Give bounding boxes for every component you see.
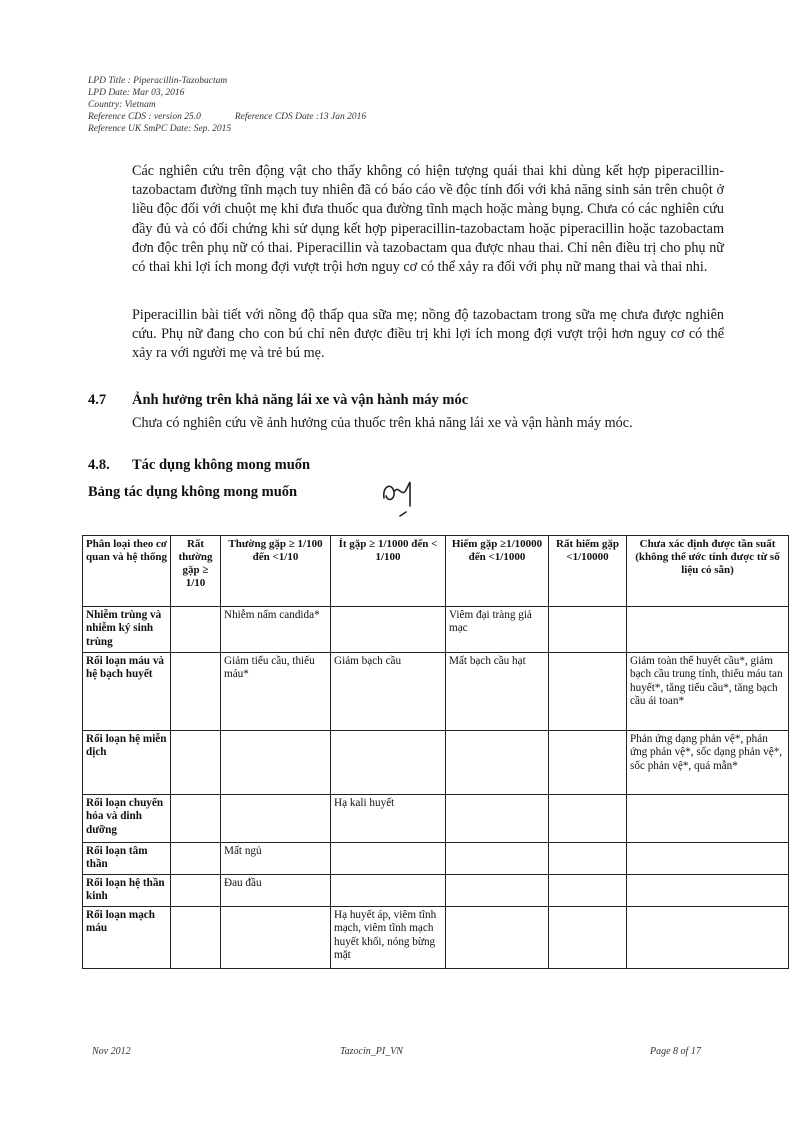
header-very-common: Rất thường gặp ≥ 1/10 (171, 536, 221, 607)
table-row (83, 607, 789, 653)
table-cell (331, 607, 446, 653)
table-cell (171, 731, 221, 795)
table-cell (549, 607, 627, 653)
table-cell: Mất ngủ (221, 843, 331, 875)
table-cell: Mất bạch cầu hạt (446, 653, 549, 731)
table-cell (446, 875, 549, 907)
footer-page-number: Page 8 of 17 (650, 1046, 701, 1057)
table-cell: Đau đầu (221, 875, 331, 907)
table-cell (446, 907, 549, 969)
table-cell (446, 731, 549, 795)
table-cell (549, 875, 627, 907)
section-number: 4.7 (88, 392, 107, 408)
table-cell (221, 731, 331, 795)
table-row (83, 795, 789, 843)
table-row (83, 653, 789, 731)
document-header (88, 75, 366, 135)
table-cell: Hạ huyết áp, viêm tĩnh mạch, viêm tĩnh mạch huyết khối, nóng bừng mặt (331, 907, 446, 969)
table-row (83, 731, 789, 795)
table-cell (171, 653, 221, 731)
table-caption: Bảng tác dụng không mong muốn (88, 484, 298, 500)
table-cell (549, 795, 627, 843)
table-header-row (83, 536, 789, 607)
table-cell: Nhiễm nấm candida* (221, 607, 331, 653)
table-cell (549, 731, 627, 795)
table-cell (627, 875, 789, 907)
header-common: Thường gặp ≥ 1/100 đến <1/10 (221, 536, 331, 607)
header-rare: Hiếm gặp ≥1/10000 đến <1/1000 (446, 536, 549, 607)
lactation-paragraph: Piperacillin bài tiết với nồng độ thấp qua sữa mẹ; nồng độ tazobactam trong sữa mẹ chưa được nghiên cứu. Phụ nữ đang cho con bú chỉ nên được điều trị khi lợi ích mong đợi vượt trội hơn nguy cơ có thể xảy ra với người mẹ và trẻ bú mẹ. (132, 307, 724, 362)
organ-class-cell: Nhiễm trùng và nhiễm ký sinh trùng (83, 607, 171, 653)
header-organ-class: Phân loại theo cơ quan và hệ thống (83, 536, 171, 607)
section-number: 4.8. (88, 457, 110, 473)
table-cell (627, 795, 789, 843)
header-unknown-frequency: Chưa xác định được tần suất (không thể ước tính được từ số liệu có sẵn) (627, 536, 789, 607)
table-row (83, 843, 789, 875)
table-cell: Giảm toàn thể huyết cầu*, giảm bạch cầu trung tính, thiếu máu tan huyết*, tăng tiểu cầu*, tăng bạch cầu ái toan* (627, 653, 789, 731)
driving-paragraph: Chưa có nghiên cứu về ảnh hưởng của thuốc trên khả năng lái xe và vận hành máy móc. (132, 415, 633, 431)
organ-class-cell: Rối loạn máu và hệ bạch huyết (83, 653, 171, 731)
table-cell: Giảm tiểu cầu, thiếu máu* (221, 653, 331, 731)
organ-class-cell: Rối loạn tâm thần (83, 843, 171, 875)
table-row (83, 875, 789, 907)
table-cell: Phản ứng dạng phản vệ*, phản ứng phản vệ*, sốc dạng phản vệ*, sốc phản vệ*, quá mẫn* (627, 731, 789, 795)
table-cell (331, 875, 446, 907)
table-cell: Viêm đại tràng giả mạc (446, 607, 549, 653)
table-cell (171, 875, 221, 907)
table-cell (171, 607, 221, 653)
organ-class-cell: Rối loạn hệ miễn dịch (83, 731, 171, 795)
table-cell (331, 731, 446, 795)
table-cell (627, 607, 789, 653)
handwritten-mark-icon (378, 476, 428, 521)
table-cell (171, 795, 221, 843)
reference-cds-date: Reference CDS Date :13 Jan 2016 (234, 112, 367, 122)
table-cell (171, 843, 221, 875)
footer-date: Nov 2012 (92, 1046, 131, 1057)
reference-cds: Reference CDS : version 25.0 (88, 112, 201, 122)
section-4-7-heading (88, 392, 468, 409)
table-cell: Giảm bạch cầu (331, 653, 446, 731)
section-title: Tác dụng không mong muốn (132, 457, 311, 473)
table-cell (446, 843, 549, 875)
table-cell (221, 795, 331, 843)
lpd-date: LPD Date: Mar 03, 2016 (88, 88, 185, 98)
table-cell (221, 907, 331, 969)
table-cell (549, 653, 627, 731)
organ-class-cell: Rối loạn mạch máu (83, 907, 171, 969)
table-cell (331, 843, 446, 875)
table-cell (549, 843, 627, 875)
organ-class-cell: Rối loạn hệ thần kinh (83, 875, 171, 907)
country: Country: Vietnam (88, 100, 156, 110)
section-title: Ảnh hưởng trên khả năng lái xe và vận hành máy móc (132, 392, 469, 408)
table-row (83, 907, 789, 969)
table-cell (549, 907, 627, 969)
table-cell (446, 795, 549, 843)
pregnancy-paragraph: Các nghiên cứu trên động vật cho thấy không có hiện tượng quái thai khi dùng kết hợp piperacillin-tazobactam đường tĩnh mạch tuy nhiên đã có báo cáo về độc tính đối với khả năng sinh sản trên chuột ở liều độc đối với chuột mẹ khi đưa thuốc qua đường tĩnh mạch hoặc màng bụng. Chưa có các nghiên cứu đầy đủ và có đối chứng khi sử dụng kết hợp piperacillin-tazobactam hoặc piperacillin hoặc tazobactam đơn độc trên phụ nữ có thai. Piperacillin và tazobactam qua được nhau thai. Chỉ nên điều trị cho phụ nữ có thai khi lợi ích mong đợi vượt trội hơn nguy cơ có thể xảy ra đối với phụ nữ mang thai và thai nhi. (132, 163, 724, 276)
reference-smpc: Reference UK SmPC Date: Sep. 2015 (88, 124, 232, 134)
header-very-rare: Rất hiếm gặp <1/10000 (549, 536, 627, 607)
organ-class-cell: Rối loạn chuyển hóa và dinh dưỡng (83, 795, 171, 843)
section-4-8-heading (88, 457, 310, 474)
lpd-title: LPD Title : Piperacillin-Tazobactam (88, 76, 228, 86)
table-cell (627, 843, 789, 875)
adverse-effects-table (82, 535, 789, 969)
table-cell: Hạ kali huyết (331, 795, 446, 843)
table-cell (627, 907, 789, 969)
header-uncommon: Ít gặp ≥ 1/1000 đến < 1/100 (331, 536, 446, 607)
table-cell (171, 907, 221, 969)
footer-document-id: Tazocin_PI_VN (340, 1046, 403, 1057)
